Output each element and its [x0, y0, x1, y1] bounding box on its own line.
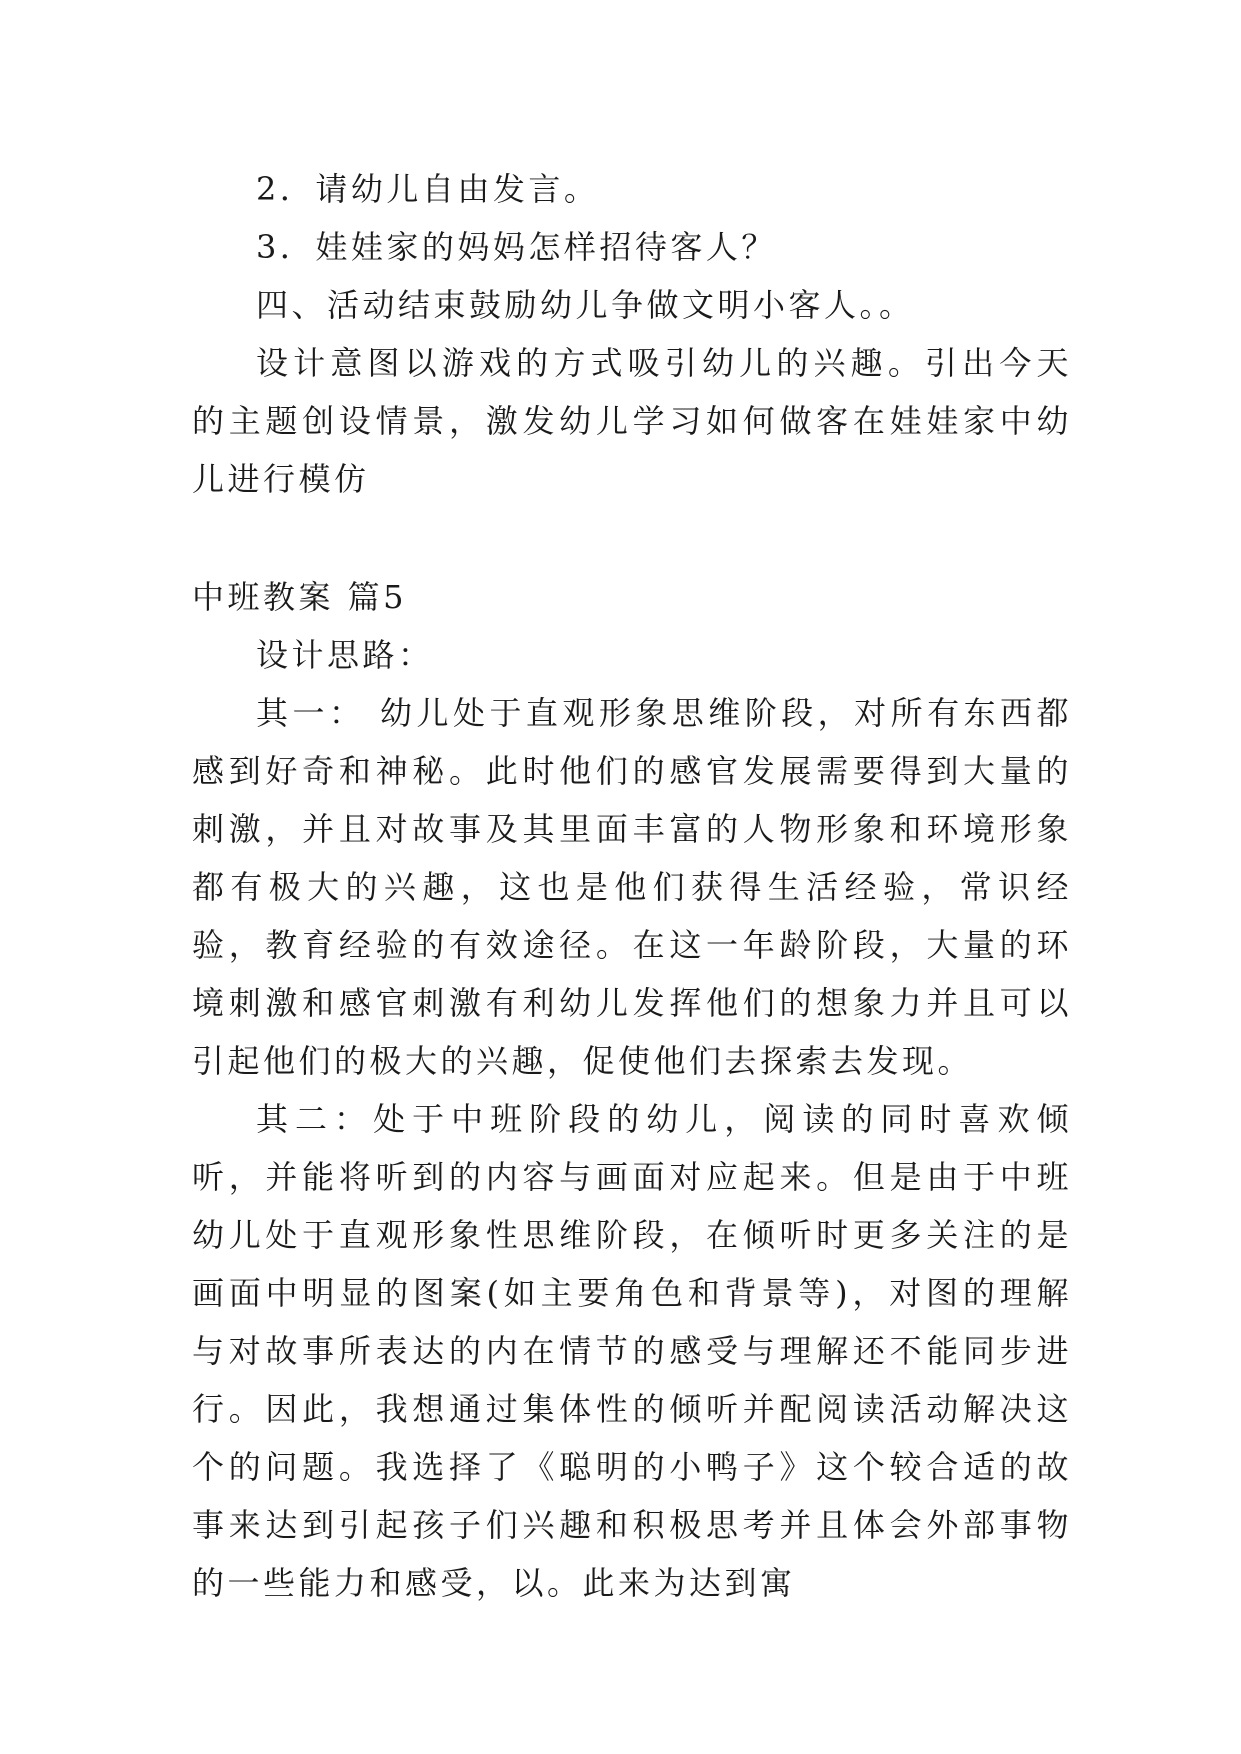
list-item: 2．请幼儿自由发言。: [256, 170, 600, 208]
subheading-design-ideas: 设计思路：: [256, 636, 434, 674]
section-heading: 中班教案 篇5: [192, 578, 408, 616]
list-item: 四、活动结束鼓励幼儿争做文明小客人。。: [256, 286, 915, 324]
design-intent-paragraph: 设计意图以游戏的方式吸引幼儿的兴趣。引出今天的主题创设情景，激发幼儿学习如何做客在娃娃家中幼儿进行模仿: [192, 344, 1072, 498]
document-body: [192, 160, 1072, 1612]
paragraph-one: 其一： 幼儿处于直观形象思维阶段，对所有东西都感到好奇和神秘。此时他们的感官发展需要得到大量的刺激，并且对故事及其里面丰富的人物形象和环境形象都有极大的兴趣，这也是他们获得生活经验，常识经验，教育经验的有效途径。在这一年龄阶段，大量的环境刺激和感官刺激有利幼儿发挥他们的想象力并且可以引起他们的极大的兴趣，促使他们去探索去发现。: [192, 694, 1072, 1080]
list-item: 3．娃娃家的妈妈怎样招待客人？: [256, 228, 777, 266]
paragraph-two: 其二：处于中班阶段的幼儿，阅读的同时喜欢倾听，并能将听到的内容与画面对应起来。但是由于中班幼儿处于直观形象性思维阶段，在倾听时更多关注的是画面中明显的图案(如主要角色和背景等)，对图的理解与对故事所表达的内在情节的感受与理解还不能同步进行。因此，我想通过集体性的倾听并配阅读活动解决这个的问题。我选择了《聪明的小鸭子》这个较合适的故事来达到引起孩子们兴趣和积极思考并且体会外部事物的一些能力和感受，以。此来为达到寓: [192, 1100, 1072, 1602]
